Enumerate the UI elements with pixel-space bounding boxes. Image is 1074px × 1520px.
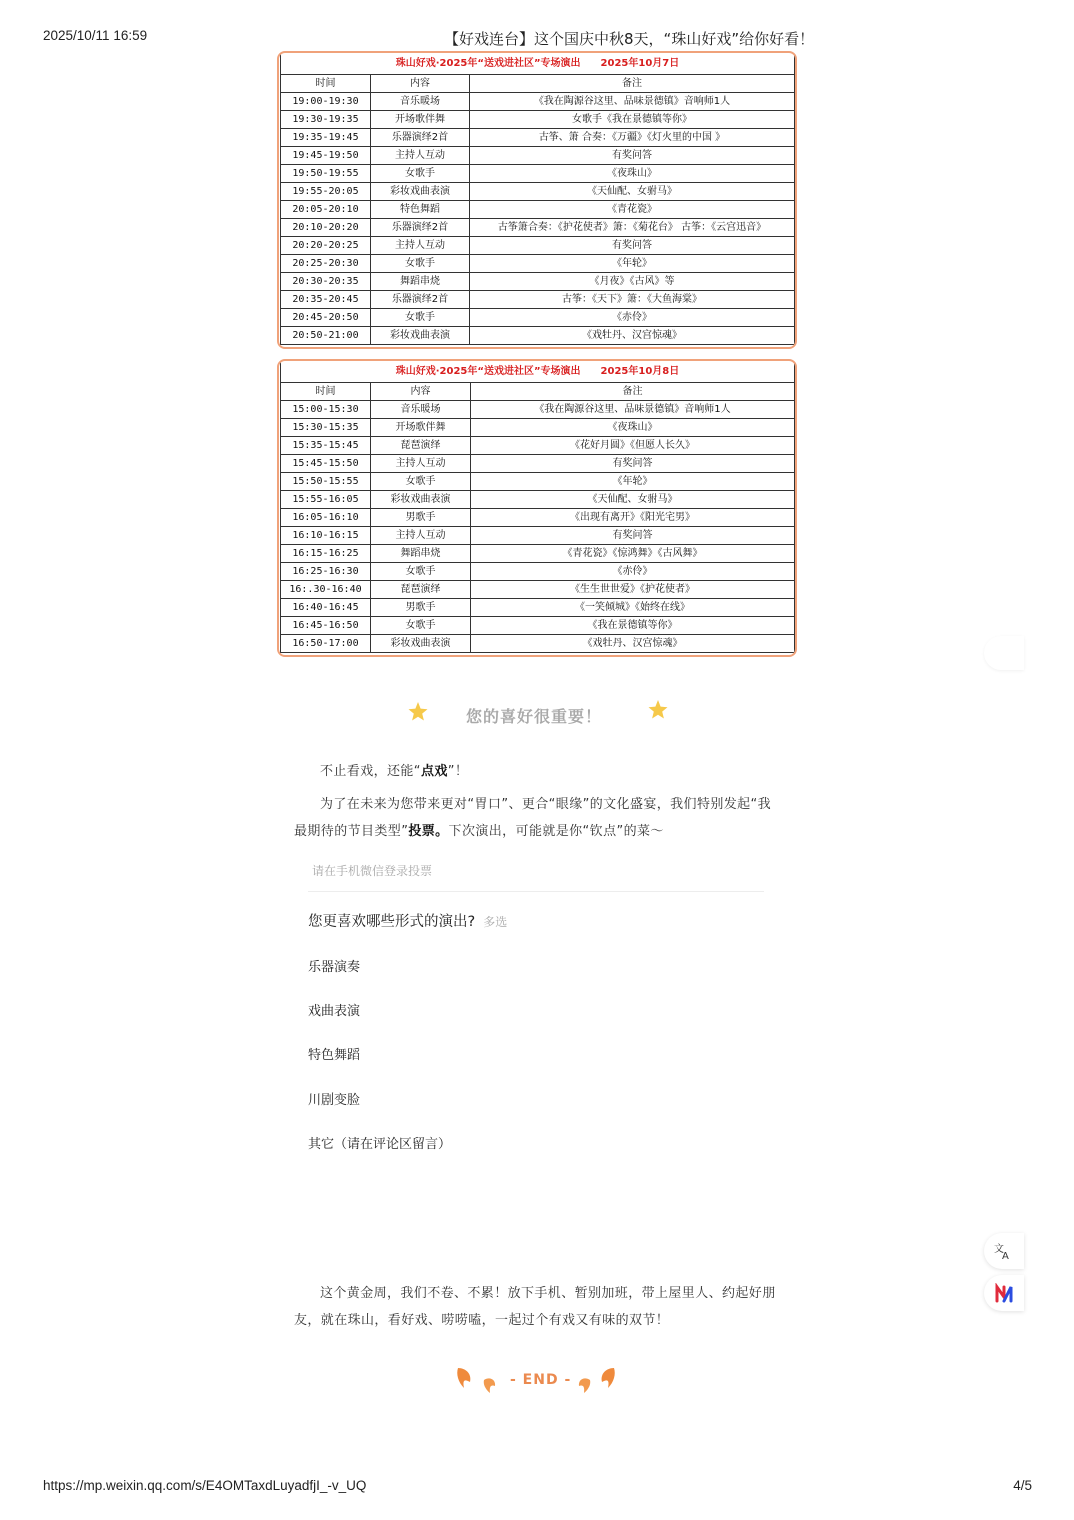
vote-question-text: 您更喜欢哪些形式的演出?	[308, 914, 476, 930]
column-header: 内容	[371, 75, 470, 93]
schedule-title: 珠山好戏·2025年“送戏进社区”专场演出 2025年10月7日	[281, 54, 795, 75]
content-cell: 舞蹈串烧	[371, 545, 471, 563]
paragraph-text: 为了在未来为您带来更对“胃口”、更合“眼缘”的文化盛宴，我们特别发起“我最期待的节目类型”	[294, 797, 772, 839]
notes-cell: 《天仙配、女驸马》	[471, 491, 795, 509]
time-cell: 20:35-20:45	[281, 291, 371, 309]
time-cell: 16:05-16:10	[281, 509, 371, 527]
schedule-title: 珠山好戏·2025年“送戏进社区”专场演出 2025年10月8日	[281, 362, 795, 383]
floating-side-tab[interactable]	[984, 636, 1024, 670]
table-row	[281, 581, 795, 599]
divider	[308, 891, 764, 892]
time-cell: 16:40-16:45	[281, 599, 371, 617]
table-row	[281, 183, 795, 201]
table-row	[281, 437, 795, 455]
schedule-grid	[280, 54, 795, 345]
time-cell: 20:50-21:00	[281, 327, 371, 345]
content-cell: 男歌手	[371, 509, 471, 527]
content-cell: 开场歌伴舞	[371, 111, 470, 129]
time-cell: 15:30-15:35	[281, 419, 371, 437]
content-cell: 特色舞蹈	[371, 201, 470, 219]
time-cell: 15:45-15:50	[281, 455, 371, 473]
notes-cell: 《生生世世爱》《护花使者》	[471, 581, 795, 599]
translate-icon	[993, 1241, 1013, 1261]
ai-assistant-button[interactable]	[984, 1275, 1024, 1311]
table-row	[281, 147, 795, 165]
notes-cell: 《花好月圆》《但愿人长久》	[471, 437, 795, 455]
content-cell: 主持人互动	[371, 237, 470, 255]
notes-cell: 有奖问答	[470, 147, 795, 165]
content-cell: 彩妆戏曲表演	[371, 635, 471, 653]
content-cell: 彩妆戏曲表演	[371, 327, 470, 345]
content-cell: 乐器演绎2首	[371, 219, 470, 237]
content-cell: 音乐暖场	[371, 401, 471, 419]
leaf-icon	[482, 1376, 498, 1394]
svg-text:A: A	[1002, 1251, 1009, 1261]
content-cell: 彩妆戏曲表演	[371, 183, 470, 201]
paragraph-bold: 投票。	[408, 824, 449, 839]
paragraph-text: ”！	[447, 764, 469, 779]
table-row	[281, 617, 795, 635]
print-article-title: 【好戏连台】这个国庆中秋8天，“珠山好戏”给你好看！	[444, 30, 815, 48]
vote-intro-paragraph	[294, 791, 784, 845]
notes-cell: 古筝：《天下》箫：《大鱼海棠》	[470, 291, 795, 309]
leaf-icon	[598, 1366, 618, 1390]
translate-button[interactable]	[984, 1233, 1024, 1269]
multi-select-label: 多选	[483, 915, 508, 929]
time-cell: 20:20-20:25	[281, 237, 371, 255]
content-cell: 女歌手	[371, 309, 470, 327]
table-row	[281, 599, 795, 617]
notes-cell: 女歌手《我在景德镇等你》	[470, 111, 795, 129]
time-cell: 19:00-19:30	[281, 93, 371, 111]
table-row	[281, 545, 795, 563]
vote-option[interactable]: 特色舞蹈	[308, 1048, 361, 1063]
time-cell: 15:00-15:30	[281, 401, 371, 419]
time-cell: 20:45-20:50	[281, 309, 371, 327]
notes-cell: 《一笑倾城》《始终在线》	[471, 599, 795, 617]
notes-cell: 《夜珠山》	[471, 419, 795, 437]
column-header: 时间	[281, 383, 371, 401]
notes-cell: 《我在景德镇等你》	[471, 617, 795, 635]
time-cell: 15:35-15:45	[281, 437, 371, 455]
table-row	[281, 563, 795, 581]
notes-cell: 《戏牡丹、汉宫惊魂》	[471, 635, 795, 653]
column-header: 内容	[371, 383, 471, 401]
vote-option[interactable]: 其它（请在评论区留言）	[308, 1137, 452, 1152]
table-row	[281, 327, 795, 345]
notes-cell: 《夜珠山》	[470, 165, 795, 183]
content-cell: 乐器演绎2首	[371, 291, 470, 309]
content-cell: 男歌手	[371, 599, 471, 617]
content-cell: 主持人互动	[371, 147, 470, 165]
notes-cell: 有奖问答	[470, 237, 795, 255]
content-cell: 舞蹈串烧	[371, 273, 470, 291]
time-cell: 16:25-16:30	[281, 563, 371, 581]
svg-text:文: 文	[994, 1244, 1004, 1255]
table-row	[281, 491, 795, 509]
table-row	[281, 111, 795, 129]
notes-cell: 《赤伶》	[470, 309, 795, 327]
content-cell: 彩妆戏曲表演	[371, 491, 471, 509]
intro-paragraph	[294, 758, 784, 785]
leaf-icon	[454, 1366, 474, 1390]
schedule-table-oct8	[277, 359, 797, 657]
notes-cell: 《赤伶》	[471, 563, 795, 581]
column-header: 备注	[470, 75, 795, 93]
vote-option[interactable]: 川剧变脸	[308, 1093, 361, 1108]
time-cell: 20:30-20:35	[281, 273, 371, 291]
table-row	[281, 129, 795, 147]
notes-cell: 《年轮》	[470, 255, 795, 273]
notes-cell: 古筝箫合奏：《护花使者》箫：《菊花台》 古筝：《云宫迅音》	[470, 219, 795, 237]
table-row	[281, 455, 795, 473]
table-row	[281, 219, 795, 237]
time-cell: 15:55-16:05	[281, 491, 371, 509]
vote-login-hint[interactable]: 请在手机微信登录投票	[312, 864, 433, 878]
table-row	[281, 165, 795, 183]
notes-cell: 《出现有离开》《阳光宅男》	[471, 509, 795, 527]
notes-cell: 有奖问答	[471, 527, 795, 545]
notes-cell: 《戏牡丹、汉宫惊魂》	[470, 327, 795, 345]
table-row	[281, 273, 795, 291]
schedule-header-row	[281, 383, 795, 401]
schedule-table-oct7	[277, 51, 797, 349]
column-header: 备注	[471, 383, 795, 401]
notes-cell: 《我在陶源谷这里、品味景德镇》音响师1人	[471, 401, 795, 419]
section-heading	[400, 700, 680, 730]
table-row	[281, 309, 795, 327]
vote-option[interactable]: 乐器演奏	[308, 960, 361, 975]
content-cell: 琵琶演绎	[371, 437, 471, 455]
time-cell: 20:25-20:30	[281, 255, 371, 273]
time-cell: 19:50-19:55	[281, 165, 371, 183]
content-cell: 女歌手	[371, 255, 470, 273]
time-cell: 16:15-16:25	[281, 545, 371, 563]
table-row	[281, 473, 795, 491]
column-header: 时间	[281, 75, 371, 93]
time-cell: 16:10-16:15	[281, 527, 371, 545]
content-cell: 女歌手	[371, 473, 471, 491]
table-row	[281, 201, 795, 219]
table-row	[281, 401, 795, 419]
notes-cell: 《我在陶源谷这里、品味景德镇》音响师1人	[470, 93, 795, 111]
notes-cell: 《天仙配、女驸马》	[470, 183, 795, 201]
time-cell: 19:45-19:50	[281, 147, 371, 165]
schedule-grid	[280, 362, 795, 653]
notes-cell: 《青花瓷》	[470, 201, 795, 219]
time-cell: 20:10-20:20	[281, 219, 371, 237]
section-heading-text: 您的喜好很重要！	[466, 707, 603, 726]
print-page-number: 4/5	[1013, 1478, 1032, 1493]
table-row	[281, 237, 795, 255]
closing-paragraph: 这个黄金周，我们不卷、不累！放下手机、暂别加班，带上屋里人、约起好朋友，就在珠山，看好戏、唠唠嗑，一起过个有戏又有味的双节！	[294, 1286, 776, 1328]
table-row	[281, 93, 795, 111]
paragraph-text: 不止看戏，还能“	[320, 764, 421, 779]
table-row	[281, 419, 795, 437]
content-cell: 乐器演绎2首	[371, 129, 470, 147]
time-cell: 16:45-16:50	[281, 617, 371, 635]
time-cell: 15:50-15:55	[281, 473, 371, 491]
print-url: https://mp.weixin.qq.com/s/E4OMTaxdLuyadfjI_-v_UQ	[43, 1478, 367, 1493]
content-cell: 女歌手	[371, 617, 471, 635]
content-cell: 女歌手	[371, 563, 471, 581]
notes-cell: 有奖问答	[471, 455, 795, 473]
content-cell: 主持人互动	[371, 527, 471, 545]
table-row	[281, 509, 795, 527]
notes-cell: 《月夜》《古风》等	[470, 273, 795, 291]
content-cell: 琵琶演绎	[371, 581, 471, 599]
vote-option[interactable]: 戏曲表演	[308, 1004, 361, 1019]
paragraph-bold: 点戏	[420, 764, 448, 779]
paragraph-text: 下次演出，可能就是你“钦点”的菜～	[448, 824, 664, 839]
notes-cell: 《年轮》	[471, 473, 795, 491]
time-cell: 16:50-17:00	[281, 635, 371, 653]
end-mark	[452, 1366, 622, 1396]
ai-assistant-icon	[993, 1283, 1015, 1305]
time-cell: 19:55-20:05	[281, 183, 371, 201]
star-icon	[646, 698, 670, 722]
content-cell: 音乐暖场	[371, 93, 470, 111]
time-cell: 19:35-19:45	[281, 129, 371, 147]
time-cell: 19:30-19:35	[281, 111, 371, 129]
table-row	[281, 291, 795, 309]
leaf-icon	[576, 1376, 592, 1394]
print-datetime: 2025/10/11 16:59	[43, 28, 148, 43]
notes-cell: 《青花瓷》《惊鸿舞》《古风舞》	[471, 545, 795, 563]
table-row	[281, 527, 795, 545]
schedule-header-row	[281, 75, 795, 93]
content-cell: 开场歌伴舞	[371, 419, 471, 437]
content-cell: 主持人互动	[371, 455, 471, 473]
star-icon	[406, 700, 430, 724]
table-row	[281, 255, 795, 273]
table-row	[281, 635, 795, 653]
vote-question	[308, 910, 507, 931]
time-cell: 16:.30-16:40	[281, 581, 371, 599]
notes-cell: 古筝、箫 合奏：《万疆》《灯火里的中国 》	[470, 129, 795, 147]
content-cell: 女歌手	[371, 165, 470, 183]
time-cell: 20:05-20:10	[281, 201, 371, 219]
end-label: - END -	[510, 1372, 572, 1388]
